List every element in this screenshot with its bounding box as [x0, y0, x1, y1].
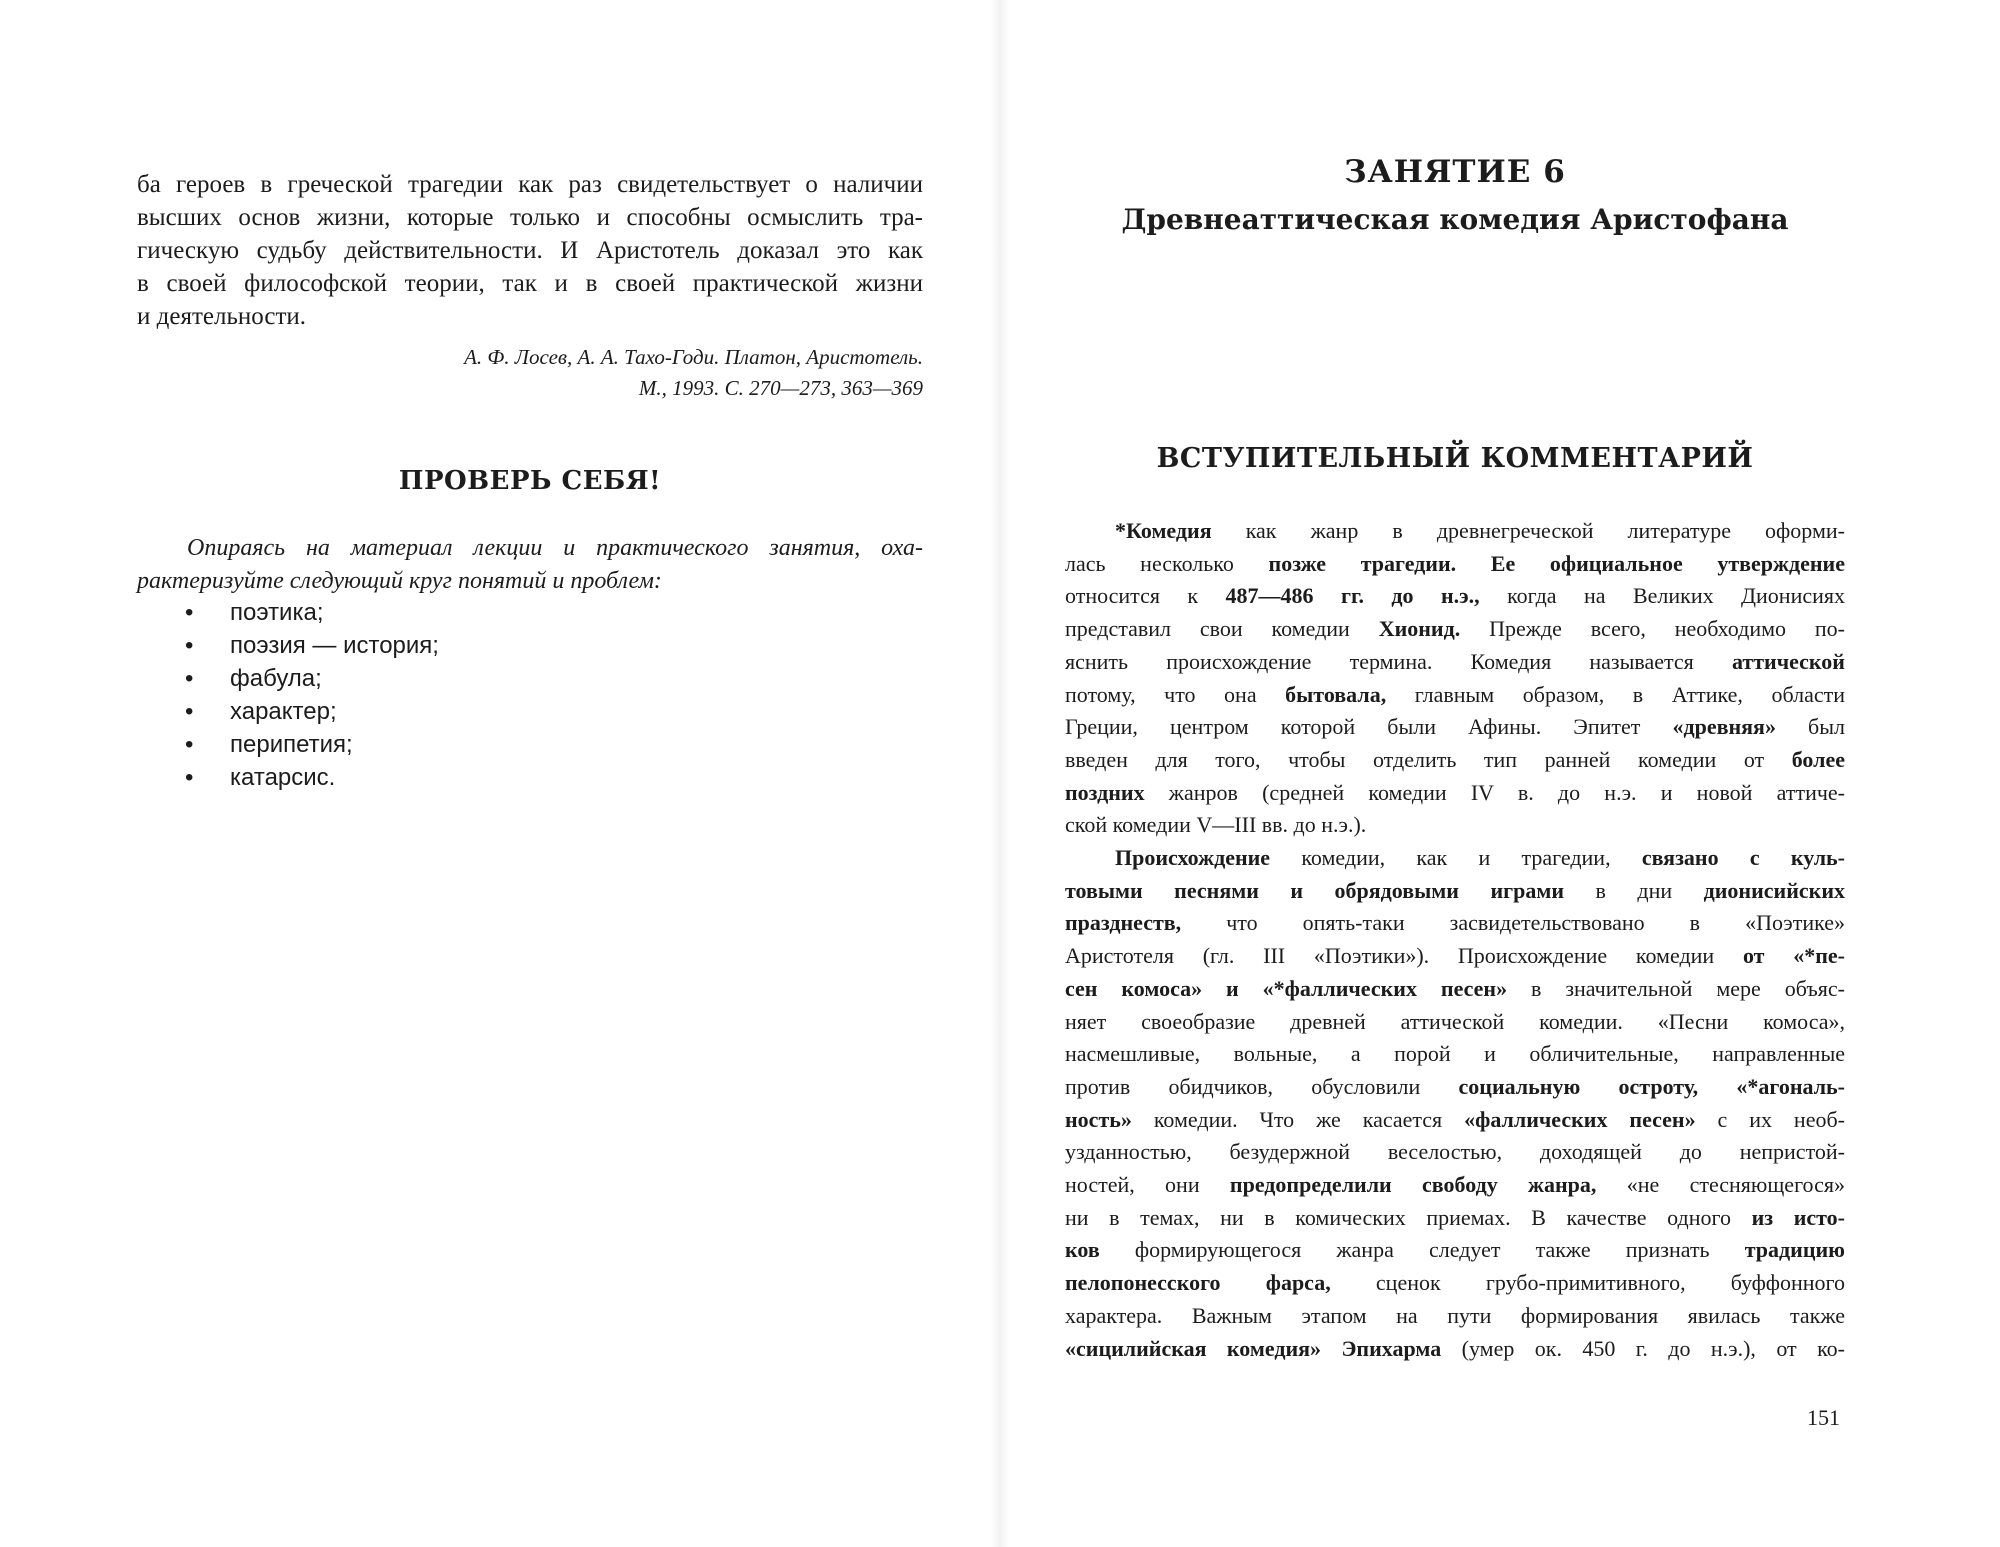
- text-line: [1065, 515, 1845, 548]
- list-item: [185, 728, 439, 761]
- text-run: лась несколько: [1065, 550, 1269, 576]
- text-line: в своей философской теории, так и в своей практической жизни: [137, 270, 923, 297]
- text-line: [1065, 1267, 1845, 1300]
- text-line: гическую судьбу действительности. И Аристотель доказал это как: [137, 237, 923, 264]
- bold-term: аттической: [1732, 648, 1845, 674]
- text-line: [1065, 613, 1845, 646]
- citation-line: А. Ф. Лосев, А. А. Тахо-Годи. Платон, Аристотель.: [464, 345, 923, 369]
- task-instruction: [137, 532, 923, 598]
- text-line: [1065, 907, 1845, 940]
- text-line: и деятельности.: [137, 303, 306, 330]
- text-line: ской комедии V—III вв. до н.э.).: [1065, 812, 1367, 838]
- bold-term: Хионид.: [1378, 616, 1461, 642]
- list-item: [185, 695, 439, 728]
- list-item-text: поэтика;: [230, 599, 324, 626]
- lesson-subtitle: Древнеаттическая комедия Аристофана: [1121, 203, 1789, 236]
- bold-term: пелопонесского фарса,: [1065, 1270, 1331, 1296]
- text-run: был: [1775, 714, 1845, 740]
- list-item-text: катарсис.: [230, 764, 336, 791]
- text-run: ни в темах, ни в комических приемах. В качестве одного: [1065, 1204, 1752, 1230]
- bold-term: сен комоса» и «*фаллических песен»: [1065, 975, 1508, 1001]
- list-item-text: поэзия — история;: [230, 632, 439, 659]
- text-line: насмешливые, вольные, а порой и обличительные, направленные: [1065, 1041, 1845, 1067]
- task-line: Опираясь на материал лекции и практического занятия, оха-: [187, 535, 923, 561]
- text-run: что опять-таки засвидетельствовано в «Поэтике»: [1181, 910, 1845, 936]
- text-line: няет своеобразие древней аттической комедии. «Песни комоса»,: [1065, 1008, 1845, 1034]
- bold-term: поздних: [1065, 779, 1145, 805]
- bold-term: позже трагедии. Ее официальное утверждение: [1268, 550, 1845, 576]
- text-run: с их необ-: [1695, 1106, 1845, 1132]
- bullet-icon: •: [185, 698, 194, 725]
- text-run: относится к: [1065, 583, 1226, 609]
- text-line: [1065, 875, 1845, 908]
- task-line: рактеризуйте следующий круг понятий и проблем:: [137, 568, 662, 594]
- text-line: [1065, 940, 1845, 973]
- text-line: [1065, 1333, 1845, 1366]
- bullet-icon: •: [185, 665, 194, 692]
- list-item: [185, 761, 439, 794]
- text-line: высших основ жизни, которые только и способны осмыслить тра-: [137, 204, 923, 231]
- page-number: 151: [1807, 1405, 1840, 1430]
- text-run: потому, что она: [1065, 681, 1286, 707]
- text-line: узданностью, безудержной веселостью, доходящей до непристой-: [1065, 1139, 1845, 1165]
- list-item-text: фабула;: [230, 665, 322, 692]
- bold-term: более: [1791, 746, 1845, 772]
- bold-term: *Комедия: [1115, 518, 1212, 543]
- left-continued-text: [137, 168, 923, 333]
- text-run: главным образом, в Аттике, области: [1386, 681, 1845, 707]
- bold-term: предопределили свободу жанра,: [1229, 1172, 1597, 1198]
- text-run: ностей, они: [1065, 1172, 1230, 1198]
- text-run: комедии, как и трагедии,: [1270, 845, 1642, 871]
- text-run: в значительной мере объяс-: [1507, 975, 1845, 1001]
- bold-term: «древняя»: [1672, 714, 1776, 740]
- text-line: [1065, 679, 1845, 712]
- text-run: представил свои комедии: [1065, 616, 1379, 642]
- text-run: Прежде всего, необходимо по-: [1460, 616, 1845, 642]
- bold-term: связано с куль-: [1641, 845, 1845, 871]
- bold-term: товыми песнями и обрядовыми играми: [1065, 877, 1565, 903]
- intro-commentary-heading: ВСТУПИТЕЛЬНЫЙ КОММЕНТАРИЙ: [1156, 443, 1754, 474]
- bullet-icon: •: [185, 764, 194, 791]
- lesson-title: ЗАНЯТИЕ 6: [1344, 154, 1566, 190]
- text-run: когда на Великих Дионисиях: [1479, 583, 1846, 609]
- citation-line: М., 1993. С. 270—273, 363—369: [638, 376, 923, 400]
- text-line: [1065, 1202, 1845, 1235]
- text-run: в дни: [1564, 877, 1704, 903]
- text-run: жанров (средней комедии IV в. до н.э. и новой аттиче-: [1144, 779, 1845, 805]
- text-line: [1065, 1234, 1845, 1267]
- text-line: [1065, 973, 1845, 1006]
- list-item: [185, 596, 439, 629]
- text-line: характера. Важным этапом на пути формирования явилась также: [1065, 1302, 1845, 1328]
- bold-term: бытовала,: [1285, 681, 1387, 707]
- text-run: против обидчиков, обусловили: [1065, 1073, 1459, 1099]
- text-run: как жанр в древнегреческой литературе оформи-: [1211, 518, 1845, 543]
- text-run: Аристотеля (гл. III «Поэтики»). Происхождение комедии: [1065, 943, 1743, 969]
- text-line: [1065, 842, 1845, 875]
- text-run: комедии. Что же касается: [1131, 1106, 1465, 1132]
- text-line: [1065, 777, 1845, 810]
- bullet-icon: •: [185, 731, 194, 758]
- bold-term: дионисийских: [1703, 877, 1845, 903]
- text-run: «не стесняющегося»: [1596, 1172, 1845, 1198]
- text-line: [1065, 711, 1845, 744]
- bold-term: ков: [1065, 1237, 1100, 1263]
- text-run: формирующегося жанра следует также признать: [1099, 1237, 1745, 1263]
- bold-term: из исто-: [1751, 1204, 1845, 1230]
- bullet-icon: •: [185, 632, 194, 659]
- bold-term: «сицилийская комедия» Эпихарма: [1065, 1335, 1442, 1361]
- concept-list: [185, 596, 439, 794]
- text-run: (умер ок. 450 г. до н.э.), от ко-: [1441, 1335, 1845, 1361]
- citation: [137, 342, 923, 404]
- commentary-body: [1065, 515, 1845, 1365]
- text-line: [1065, 580, 1845, 613]
- text-line: ба героев в греческой трагедии как раз свидетельствует о наличии: [137, 171, 923, 198]
- text-line: [1065, 1071, 1845, 1104]
- bold-term: от «*пе-: [1742, 943, 1845, 969]
- text-run: сценок грубо-примитивного, буффонного: [1330, 1270, 1845, 1296]
- text-line: [1065, 1169, 1845, 1202]
- bold-term: социальную остроту, «*агональ-: [1458, 1073, 1845, 1099]
- list-item-text: перипетия;: [230, 731, 353, 758]
- list-item: [185, 662, 439, 695]
- text-run: введен для того, чтобы отделить тип ранней комедии от: [1065, 746, 1792, 772]
- text-line: [1065, 548, 1845, 581]
- list-item: [185, 629, 439, 662]
- check-yourself-heading: ПРОВЕРЬ СЕБЯ!: [398, 466, 662, 496]
- text-line: [1065, 1104, 1845, 1137]
- bold-term: ность»: [1065, 1106, 1132, 1132]
- bullet-icon: •: [185, 599, 194, 626]
- bold-term: Происхождение: [1115, 845, 1271, 871]
- text-run: яснить происхождение термина. Комедия называется: [1065, 648, 1732, 674]
- bold-term: традицию: [1744, 1237, 1845, 1263]
- text-line: [1065, 744, 1845, 777]
- text-line: [1065, 646, 1845, 679]
- list-item-text: характер;: [230, 698, 337, 725]
- text-run: Греции, центром которой были Афины. Эпитет: [1065, 714, 1673, 740]
- bold-term: празднеств,: [1065, 910, 1182, 936]
- bold-term: 487—486 гг. до н.э.,: [1225, 583, 1480, 609]
- bold-term: «фаллических песен»: [1464, 1106, 1696, 1132]
